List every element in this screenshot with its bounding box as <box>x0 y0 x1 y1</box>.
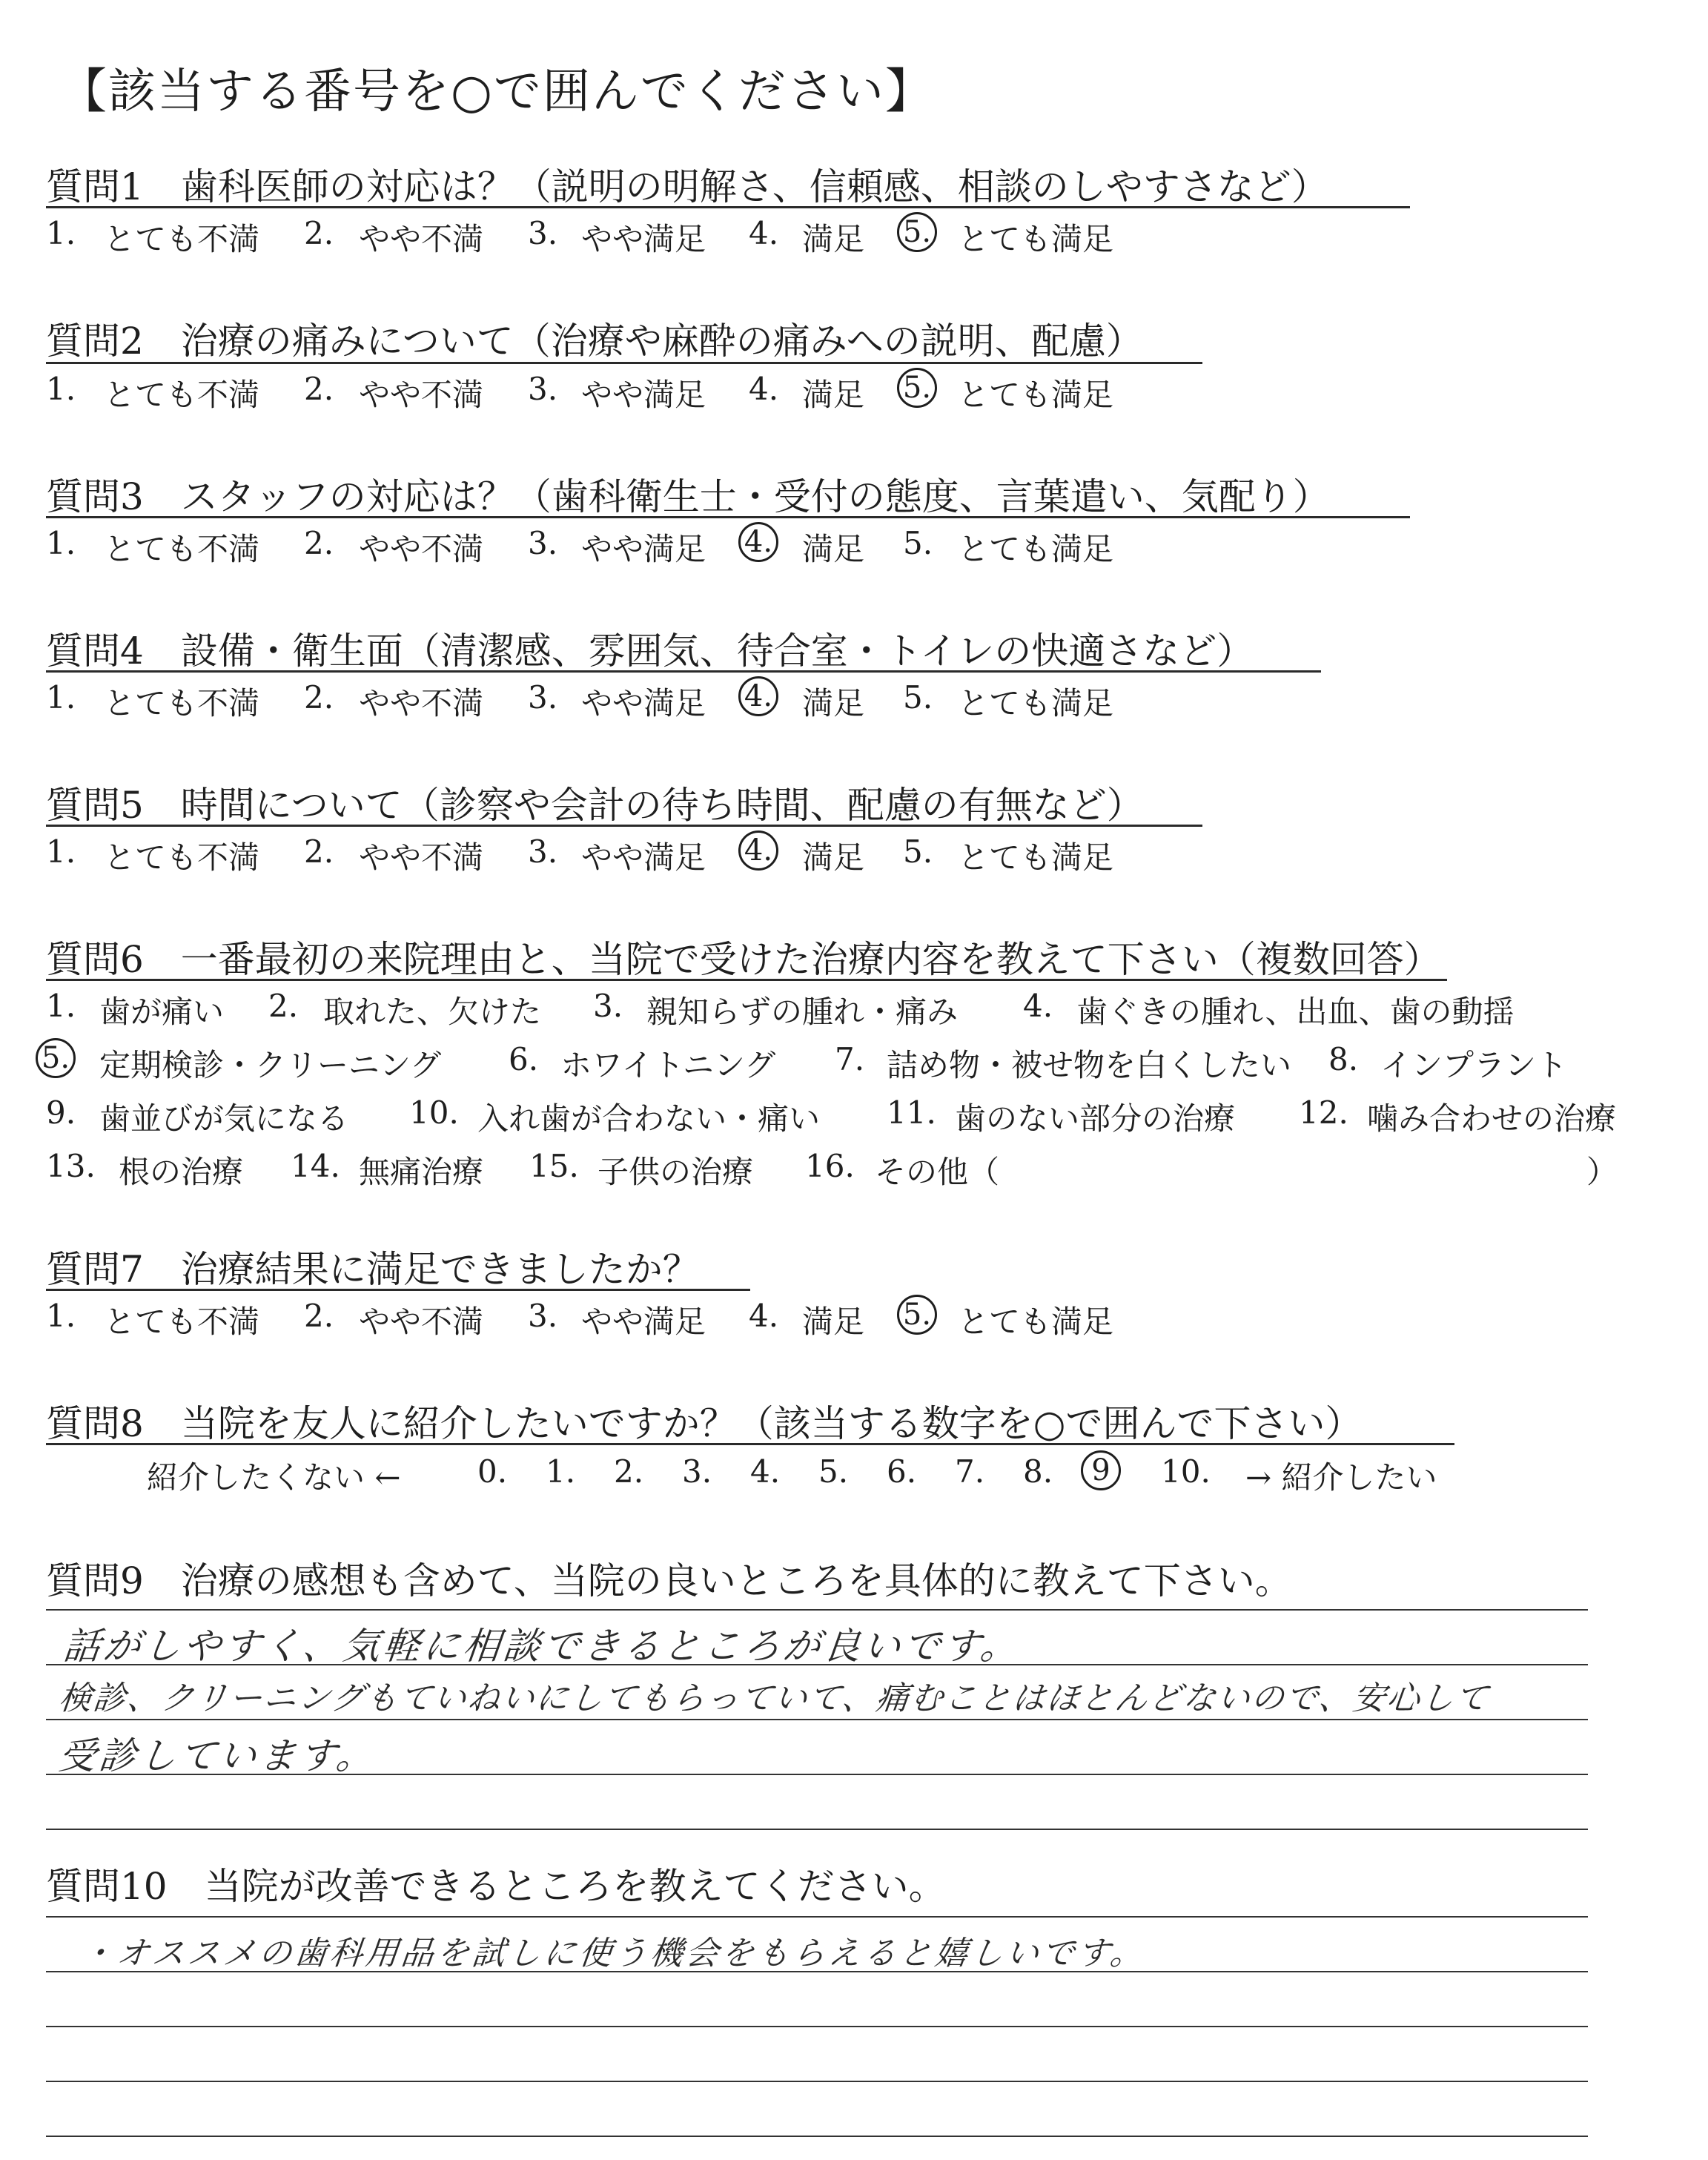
scale-number-1[interactable]: 1. <box>546 1453 576 1490</box>
choice-label: 詰め物・被せ物を白くしたい <box>887 1047 1292 1083</box>
question-10-answer-line-1: ・オススメの歯科用品を試しに使う機会をもらえると嬉しいです。 <box>79 1935 1148 1972</box>
choice-number[interactable]: 3. <box>593 988 623 1024</box>
answer-rule <box>46 1609 1588 1611</box>
option-5-number[interactable]: 5. <box>903 525 933 561</box>
option-2-label: やや不満 <box>359 685 484 721</box>
scale-number-3[interactable]: 3. <box>682 1453 712 1490</box>
option-3-label: やや満足 <box>581 377 706 413</box>
question-1-title: 質問1 歯科医師の対応は？（説明の明解さ、信頼感、相談のしやすさなど） <box>46 165 1328 208</box>
question-4-title: 質問4 設備・衛生面（清潔感、雰囲気、待合室・トイレの快適さなど） <box>46 630 1254 673</box>
option-2-label: やや不満 <box>359 839 484 876</box>
question-9-answer-line-2: 検診、クリーニングもていねいにしてもらっていて、痛むことはほとんどないので、安心して <box>56 1680 1492 1717</box>
choice-label: 親知らずの腫れ・痛み <box>646 994 959 1030</box>
option-2-number[interactable]: 2. <box>304 1298 334 1334</box>
option-2-number[interactable]: 2. <box>304 525 334 561</box>
option-5-circled[interactable]: 5. <box>897 212 937 252</box>
option-4-number[interactable]: 4. <box>749 1298 779 1334</box>
question-2-underline <box>46 362 1202 364</box>
option-4-circled[interactable]: 4. <box>738 676 778 716</box>
option-4-circled[interactable]: 4. <box>738 830 778 871</box>
question-7-title: 質問7 治療結果に満足できましたか？ <box>46 1248 700 1291</box>
choice-close-paren: ） <box>1586 1154 1618 1190</box>
choice-number[interactable]: 10. <box>409 1094 459 1131</box>
scale-number-8[interactable]: 8. <box>1023 1453 1053 1490</box>
choice-label: インプラント <box>1380 1047 1568 1083</box>
option-4-number[interactable]: 4. <box>749 371 779 407</box>
choice-label: 歯のない部分の治療 <box>955 1100 1236 1137</box>
option-3-number[interactable]: 3. <box>528 215 558 251</box>
option-2-label: やや不満 <box>359 377 484 413</box>
option-4-number[interactable]: 4. <box>749 215 779 251</box>
option-5-number[interactable]: 5. <box>903 679 933 716</box>
question-8-title: 質問8 当院を友人に紹介したいですか？（該当する数字を○で囲んで下さい） <box>46 1402 1363 1445</box>
choice-number[interactable]: 2. <box>268 988 299 1024</box>
option-4-label: 満足 <box>802 685 865 721</box>
choice-label: 根の治療 <box>119 1154 244 1190</box>
choice-5-circled[interactable]: 5. <box>36 1038 76 1078</box>
option-3-number[interactable]: 3. <box>528 679 558 716</box>
option-5-label: とても満足 <box>958 685 1114 721</box>
option-1-label: とても不満 <box>104 221 260 257</box>
choice-number[interactable]: 16. <box>805 1148 855 1184</box>
question-1-underline <box>46 206 1410 208</box>
question-6-title: 質問6 一番最初の来院理由と、当院で受けた治療内容を教えて下さい（複数回答） <box>46 938 1441 981</box>
choice-label: 無痛治療 <box>359 1154 484 1190</box>
option-3-number[interactable]: 3. <box>528 525 558 561</box>
option-3-label: やや満足 <box>581 685 706 721</box>
choice-number[interactable]: 1. <box>46 988 76 1024</box>
question-9-answer-line-1: 話がしやすく、気軽に相談できるところが良いです。 <box>61 1625 1023 1668</box>
answer-rule <box>46 1719 1588 1720</box>
option-5-number[interactable]: 5. <box>903 833 933 870</box>
scale-number-10[interactable]: 10. <box>1161 1453 1211 1490</box>
option-2-number[interactable]: 2. <box>304 215 334 251</box>
answer-rule <box>46 2026 1588 2027</box>
question-2-title: 質問2 治療の痛みについて（治療や麻酔の痛みへの説明、配慮） <box>46 320 1143 363</box>
choice-label: 取れた、欠けた <box>323 994 542 1030</box>
question-9-title: 質問9 治療の感想も含めて、当院の良いところを具体的に教えて下さい。 <box>46 1559 1292 1602</box>
choice-number[interactable]: 9. <box>46 1094 76 1131</box>
choice-label: 歯ぐきの腫れ、出血、歯の動揺 <box>1076 994 1515 1030</box>
choice-label: 子供の治療 <box>598 1154 754 1190</box>
question-3-underline <box>46 516 1410 518</box>
scale-right-label: → 紹介したい <box>1245 1459 1437 1496</box>
option-3-number[interactable]: 3. <box>528 1298 558 1334</box>
option-1-label: とても不満 <box>104 685 260 721</box>
choice-number[interactable]: 15. <box>529 1148 579 1184</box>
scale-number-0[interactable]: 0. <box>477 1453 508 1490</box>
choice-label: その他（ <box>875 1154 1000 1190</box>
question-5-title: 質問5 時間について（診察や会計の待ち時間、配慮の有無など） <box>46 784 1144 827</box>
option-2-label: やや不満 <box>359 1304 484 1340</box>
option-5-label: とても満足 <box>958 839 1114 876</box>
choice-label: 定期検診・クリーニング <box>99 1047 442 1083</box>
scale-number-9-circled[interactable]: 9 <box>1081 1450 1121 1490</box>
question-3-title: 質問3 スタッフの対応は？（歯科衛生士・受付の態度、言葉遣い、気配り） <box>46 475 1330 518</box>
question-10-title: 質問10 当院が改善できるところを教えてください。 <box>46 1865 946 1908</box>
option-5-circled[interactable]: 5. <box>897 368 937 408</box>
option-5-label: とても満足 <box>958 1304 1114 1340</box>
option-4-label: 満足 <box>802 839 865 876</box>
option-3-number[interactable]: 3. <box>528 371 558 407</box>
question-7-underline <box>46 1289 750 1291</box>
answer-rule <box>46 1829 1588 1830</box>
option-1-number[interactable]: 1. <box>46 371 76 407</box>
option-2-number[interactable]: 2. <box>304 371 334 407</box>
option-4-label: 満足 <box>802 377 865 413</box>
question-5-underline <box>46 825 1202 827</box>
option-5-circled[interactable]: 5. <box>897 1295 937 1335</box>
option-2-number[interactable]: 2. <box>304 679 334 716</box>
question-6-underline <box>46 979 1447 981</box>
scale-number-5[interactable]: 5. <box>818 1453 849 1490</box>
scale-number-6[interactable]: 6. <box>887 1453 917 1490</box>
question-4-underline <box>46 670 1321 673</box>
option-1-number[interactable]: 1. <box>46 833 76 870</box>
choice-number[interactable]: 8. <box>1328 1041 1359 1077</box>
choice-number[interactable]: 13. <box>46 1148 96 1184</box>
option-2-label: やや不満 <box>359 221 484 257</box>
option-3-label: やや満足 <box>581 839 706 876</box>
option-4-circled[interactable]: 4. <box>738 522 778 562</box>
option-2-label: やや不満 <box>359 531 484 567</box>
option-3-label: やや満足 <box>581 1304 706 1340</box>
choice-number[interactable]: 11. <box>887 1094 936 1131</box>
option-1-number[interactable]: 1. <box>46 215 76 251</box>
choice-number[interactable]: 14. <box>291 1148 340 1184</box>
option-1-label: とても不満 <box>104 839 260 876</box>
choice-label: 歯並びが気になる <box>99 1100 349 1137</box>
option-1-label: とても不満 <box>104 1304 260 1340</box>
option-4-label: 満足 <box>802 221 865 257</box>
option-4-label: 満足 <box>802 1304 865 1340</box>
scale-number-7[interactable]: 7. <box>955 1453 985 1490</box>
option-1-number[interactable]: 1. <box>46 1298 76 1334</box>
choice-label: ホワイトニング <box>560 1047 776 1083</box>
option-5-label: とても満足 <box>958 377 1114 413</box>
scale-number-2[interactable]: 2. <box>614 1453 644 1490</box>
scale-number-4[interactable]: 4. <box>750 1453 781 1490</box>
answer-rule <box>46 2081 1588 2082</box>
scale-left-label: 紹介したくない ← <box>147 1459 401 1496</box>
option-3-label: やや満足 <box>581 531 706 567</box>
option-1-number[interactable]: 1. <box>46 525 76 561</box>
answer-rule <box>46 1916 1588 1918</box>
option-1-label: とても不満 <box>104 531 260 567</box>
option-3-label: やや満足 <box>581 221 706 257</box>
choice-label: 噛み合わせの治療 <box>1367 1100 1617 1137</box>
choice-label: 歯が痛い <box>99 994 225 1030</box>
choice-number[interactable]: 4. <box>1023 988 1053 1024</box>
choice-label: 入れ歯が合わない・痛い <box>477 1100 821 1137</box>
choice-number[interactable]: 12. <box>1299 1094 1348 1131</box>
option-4-label: 満足 <box>802 531 865 567</box>
option-5-label: とても満足 <box>958 531 1114 567</box>
option-5-label: とても満足 <box>958 221 1114 257</box>
question-9-answer-line-3: 受診しています。 <box>56 1734 379 1777</box>
option-2-number[interactable]: 2. <box>304 833 334 870</box>
option-1-label: とても不満 <box>104 377 260 413</box>
choice-number[interactable]: 7. <box>835 1041 865 1077</box>
choice-number[interactable]: 6. <box>509 1041 539 1077</box>
option-3-number[interactable]: 3. <box>528 833 558 870</box>
form-title: 【該当する番号を○で囲んでください】 <box>59 65 934 119</box>
answer-rule <box>46 2136 1588 2137</box>
question-8-underline <box>46 1443 1454 1445</box>
option-1-number[interactable]: 1. <box>46 679 76 716</box>
